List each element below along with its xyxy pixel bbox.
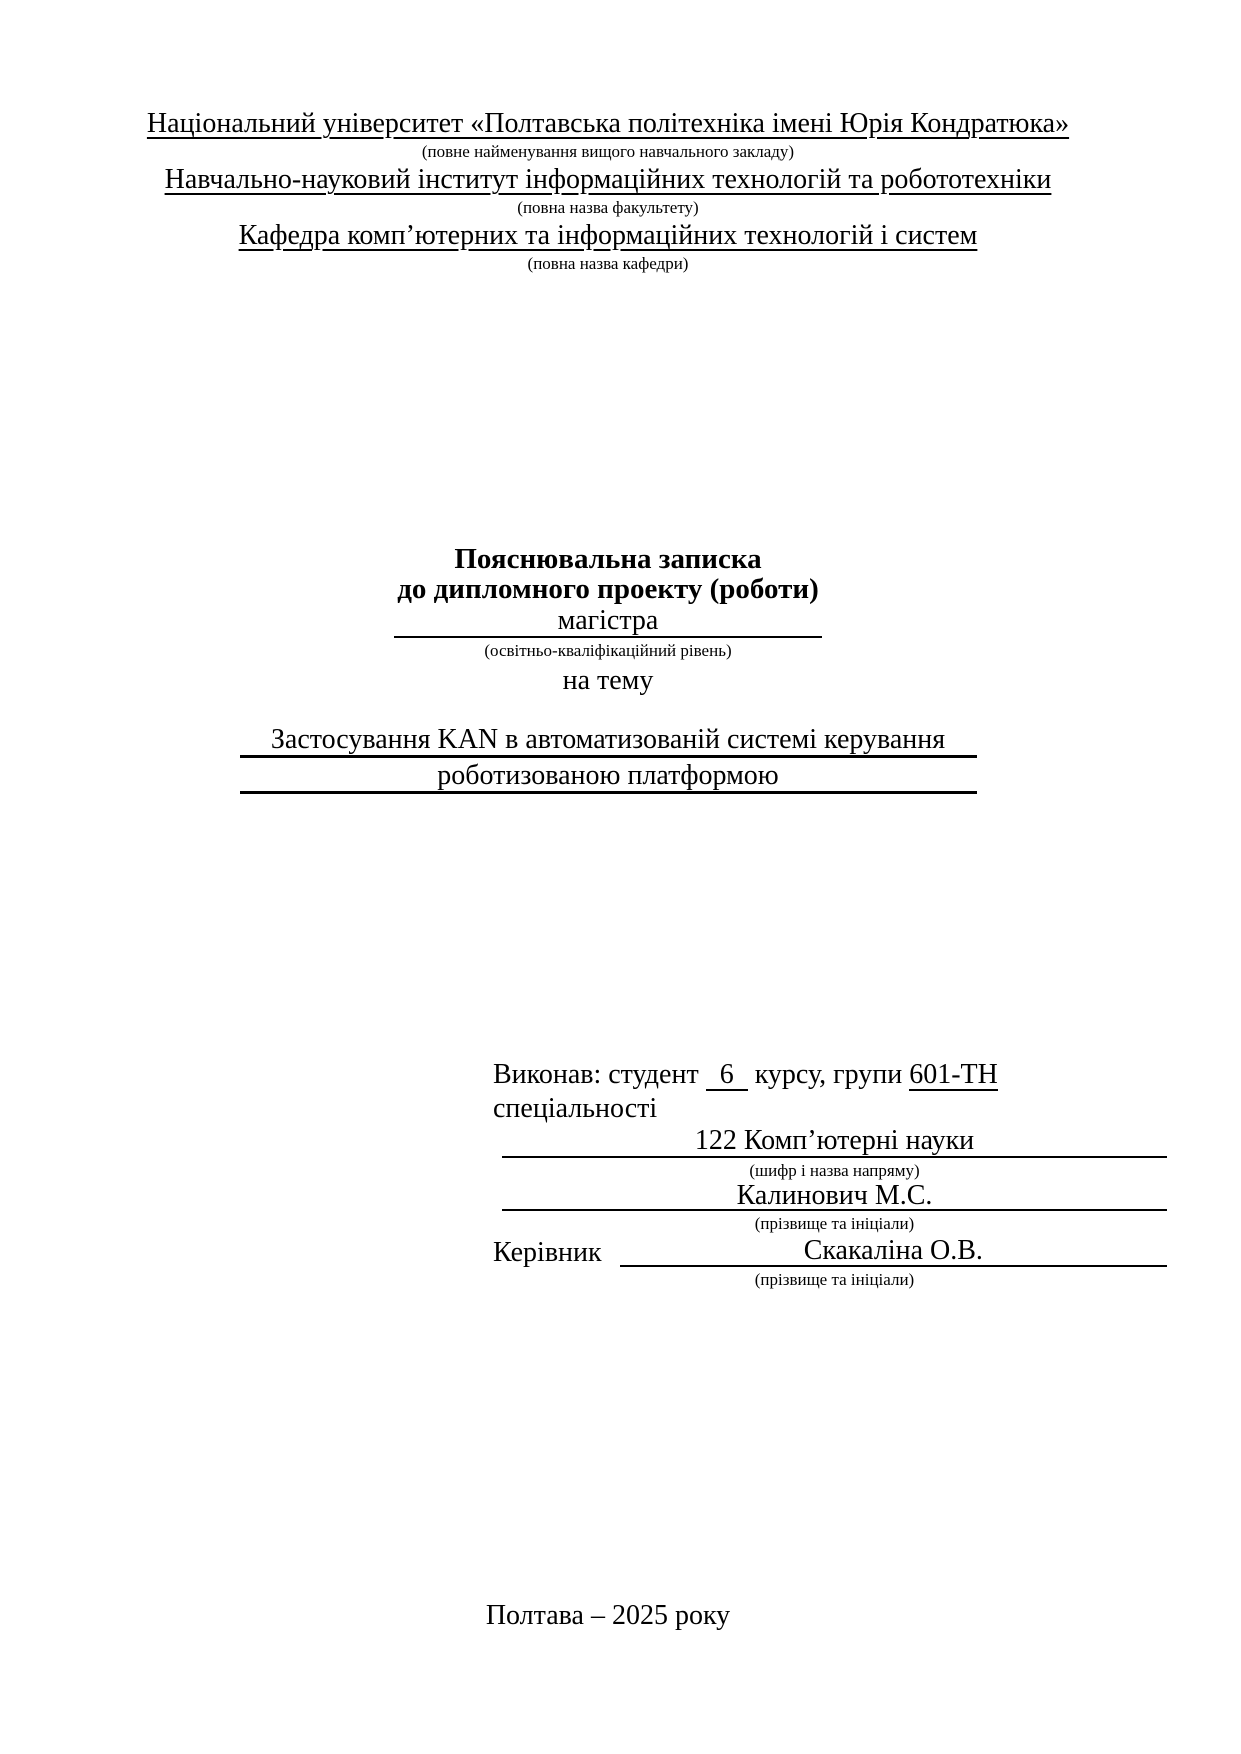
city-and-year: Полтава – 2025 року [485,1600,731,1631]
supervisor-name: Скакаліна О.В. [620,1236,1167,1267]
university-caption: (повне найменування вищого навчального закладу) [421,142,795,161]
department-caption: (повна назва кафедри) [527,254,689,273]
speciality-caption: (шифр і назва напряму) [749,1161,920,1180]
executor-block [493,1058,1167,1292]
supervisor-row [493,1236,1167,1267]
student-name: Калинович М.С. [502,1183,1167,1211]
topic-block [0,724,1216,796]
department-name: Кафедра комп’ютерних та інформаційних технологій і систем [238,220,978,251]
degree-caption: (освітньо-кваліфікаційний рівень) [484,641,732,660]
speciality-label: спеціальності [493,1093,658,1124]
header-block [0,108,1216,276]
title-block [0,544,1216,698]
document-title-line1: Пояснювальна записка [454,543,762,575]
institute-caption: (повна назва факультету) [517,198,699,217]
footer-block [0,1600,1216,1632]
course-number: 6 [706,1061,748,1091]
performed-row [493,1058,1167,1092]
university-name: Національний університет «Полтавська політехніка імені Юрія Кондратюка» [146,108,1070,139]
degree-level: магістра [394,606,822,638]
supervisor-label: Керівник [493,1237,602,1268]
student-name-caption: (прізвище та ініціали) [754,1214,915,1233]
supervisor-name-caption: (прізвище та ініціали) [754,1270,915,1289]
document-title-line2: до дипломного проекту (роботи) [397,573,819,605]
speciality-value: 122 Комп’ютерні науки [502,1126,1167,1158]
topic-line1: Застосування KAN в автоматизованій системі керування [240,724,977,758]
topic-intro: на тему [562,665,654,696]
topic-line2: роботизованою платформою [240,760,977,794]
institute-name: Навчально-науковий інститут інформаційних технологій та робототехніки [164,164,1052,195]
performed-middle: курсу, групи [754,1059,903,1090]
performed-prefix: Виконав: студент [493,1059,699,1090]
group-number: 601-ТН [909,1059,998,1090]
